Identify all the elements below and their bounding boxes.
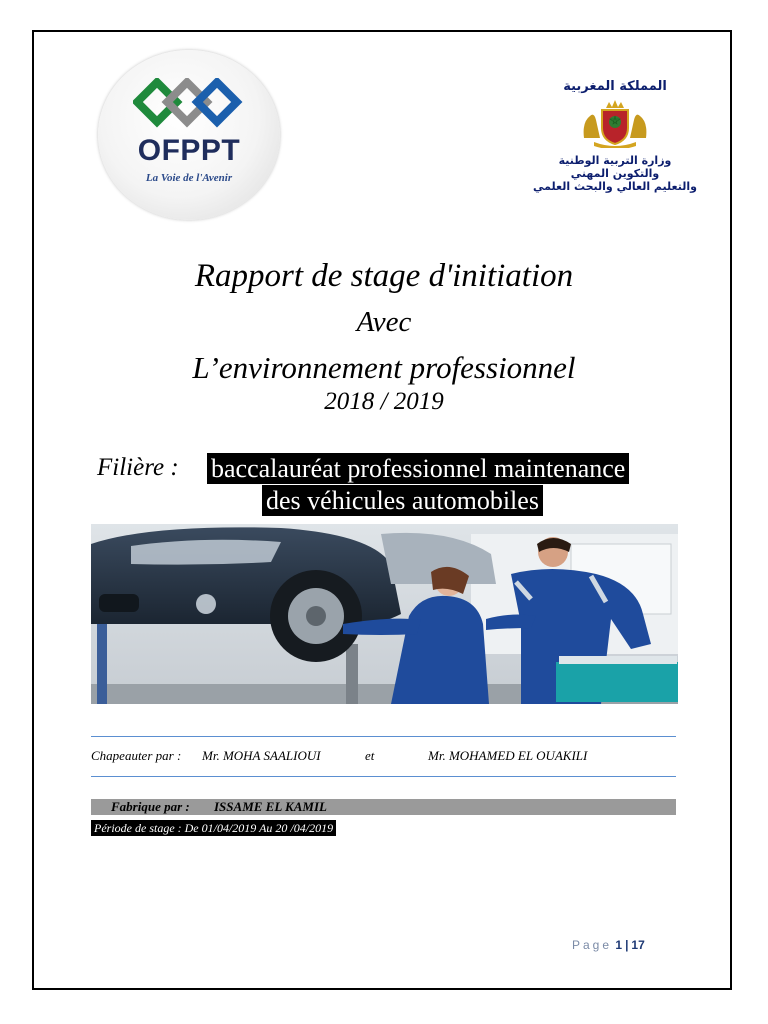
supervisors-conjunction: et [365,748,375,763]
total-pages: 17 [631,938,645,952]
ministry-emblem [530,78,700,198]
filiere-label: Filière : [97,454,179,481]
moroccan-coat-of-arms-icon [580,98,650,148]
divider-bottom [91,776,676,777]
ofppt-logo [98,50,280,220]
report-subtitle-avec: Avec [356,306,412,338]
current-page: 1 [615,938,623,952]
supervisors-label: Chapeauter par : [91,748,182,763]
supervisors-line [91,748,676,766]
ministry-line-2: والتكوين المهني [570,167,660,180]
ofppt-tagline: La Voie de l'Avenir [145,172,233,184]
ofppt-diamonds-icon [133,78,245,130]
internship-period: Période de stage : De 01/04/2019 Au 20 /04/2019 [91,820,336,836]
report-subtitle-environment: L’environnement professionnel [192,350,576,385]
supervisor-1-name: Mr. MOHA SAALIOUI [202,748,321,763]
page-separator: | [625,938,629,952]
divider-top [91,736,676,737]
mechanics-car-repair-photo [91,524,678,704]
author-label: Fabrique par : [111,799,190,814]
report-year: 2018 / 2019 [324,388,444,415]
page-number [572,938,645,952]
kingdom-name: المملكة المغربية [563,79,667,94]
ministry-line-1: وزارة التربية الوطنية [558,154,672,167]
supervisor-2-name: Mr. MOHAMED EL OUAKILI [428,748,588,763]
filiere-value-line-2: des véhicules automobiles [262,485,543,516]
ofppt-name: OFPPT [137,134,241,167]
author-bar [91,799,676,815]
filiere-value-line-1: baccalauréat professionnel maintenance [207,453,629,484]
page-word: Page [572,938,613,952]
report-title: Rapport de stage d'initiation [194,258,574,294]
author-name: ISSAME EL KAMIL [214,799,327,814]
ministry-line-3: والتعليم العالي والبحث العلمي [533,180,697,193]
